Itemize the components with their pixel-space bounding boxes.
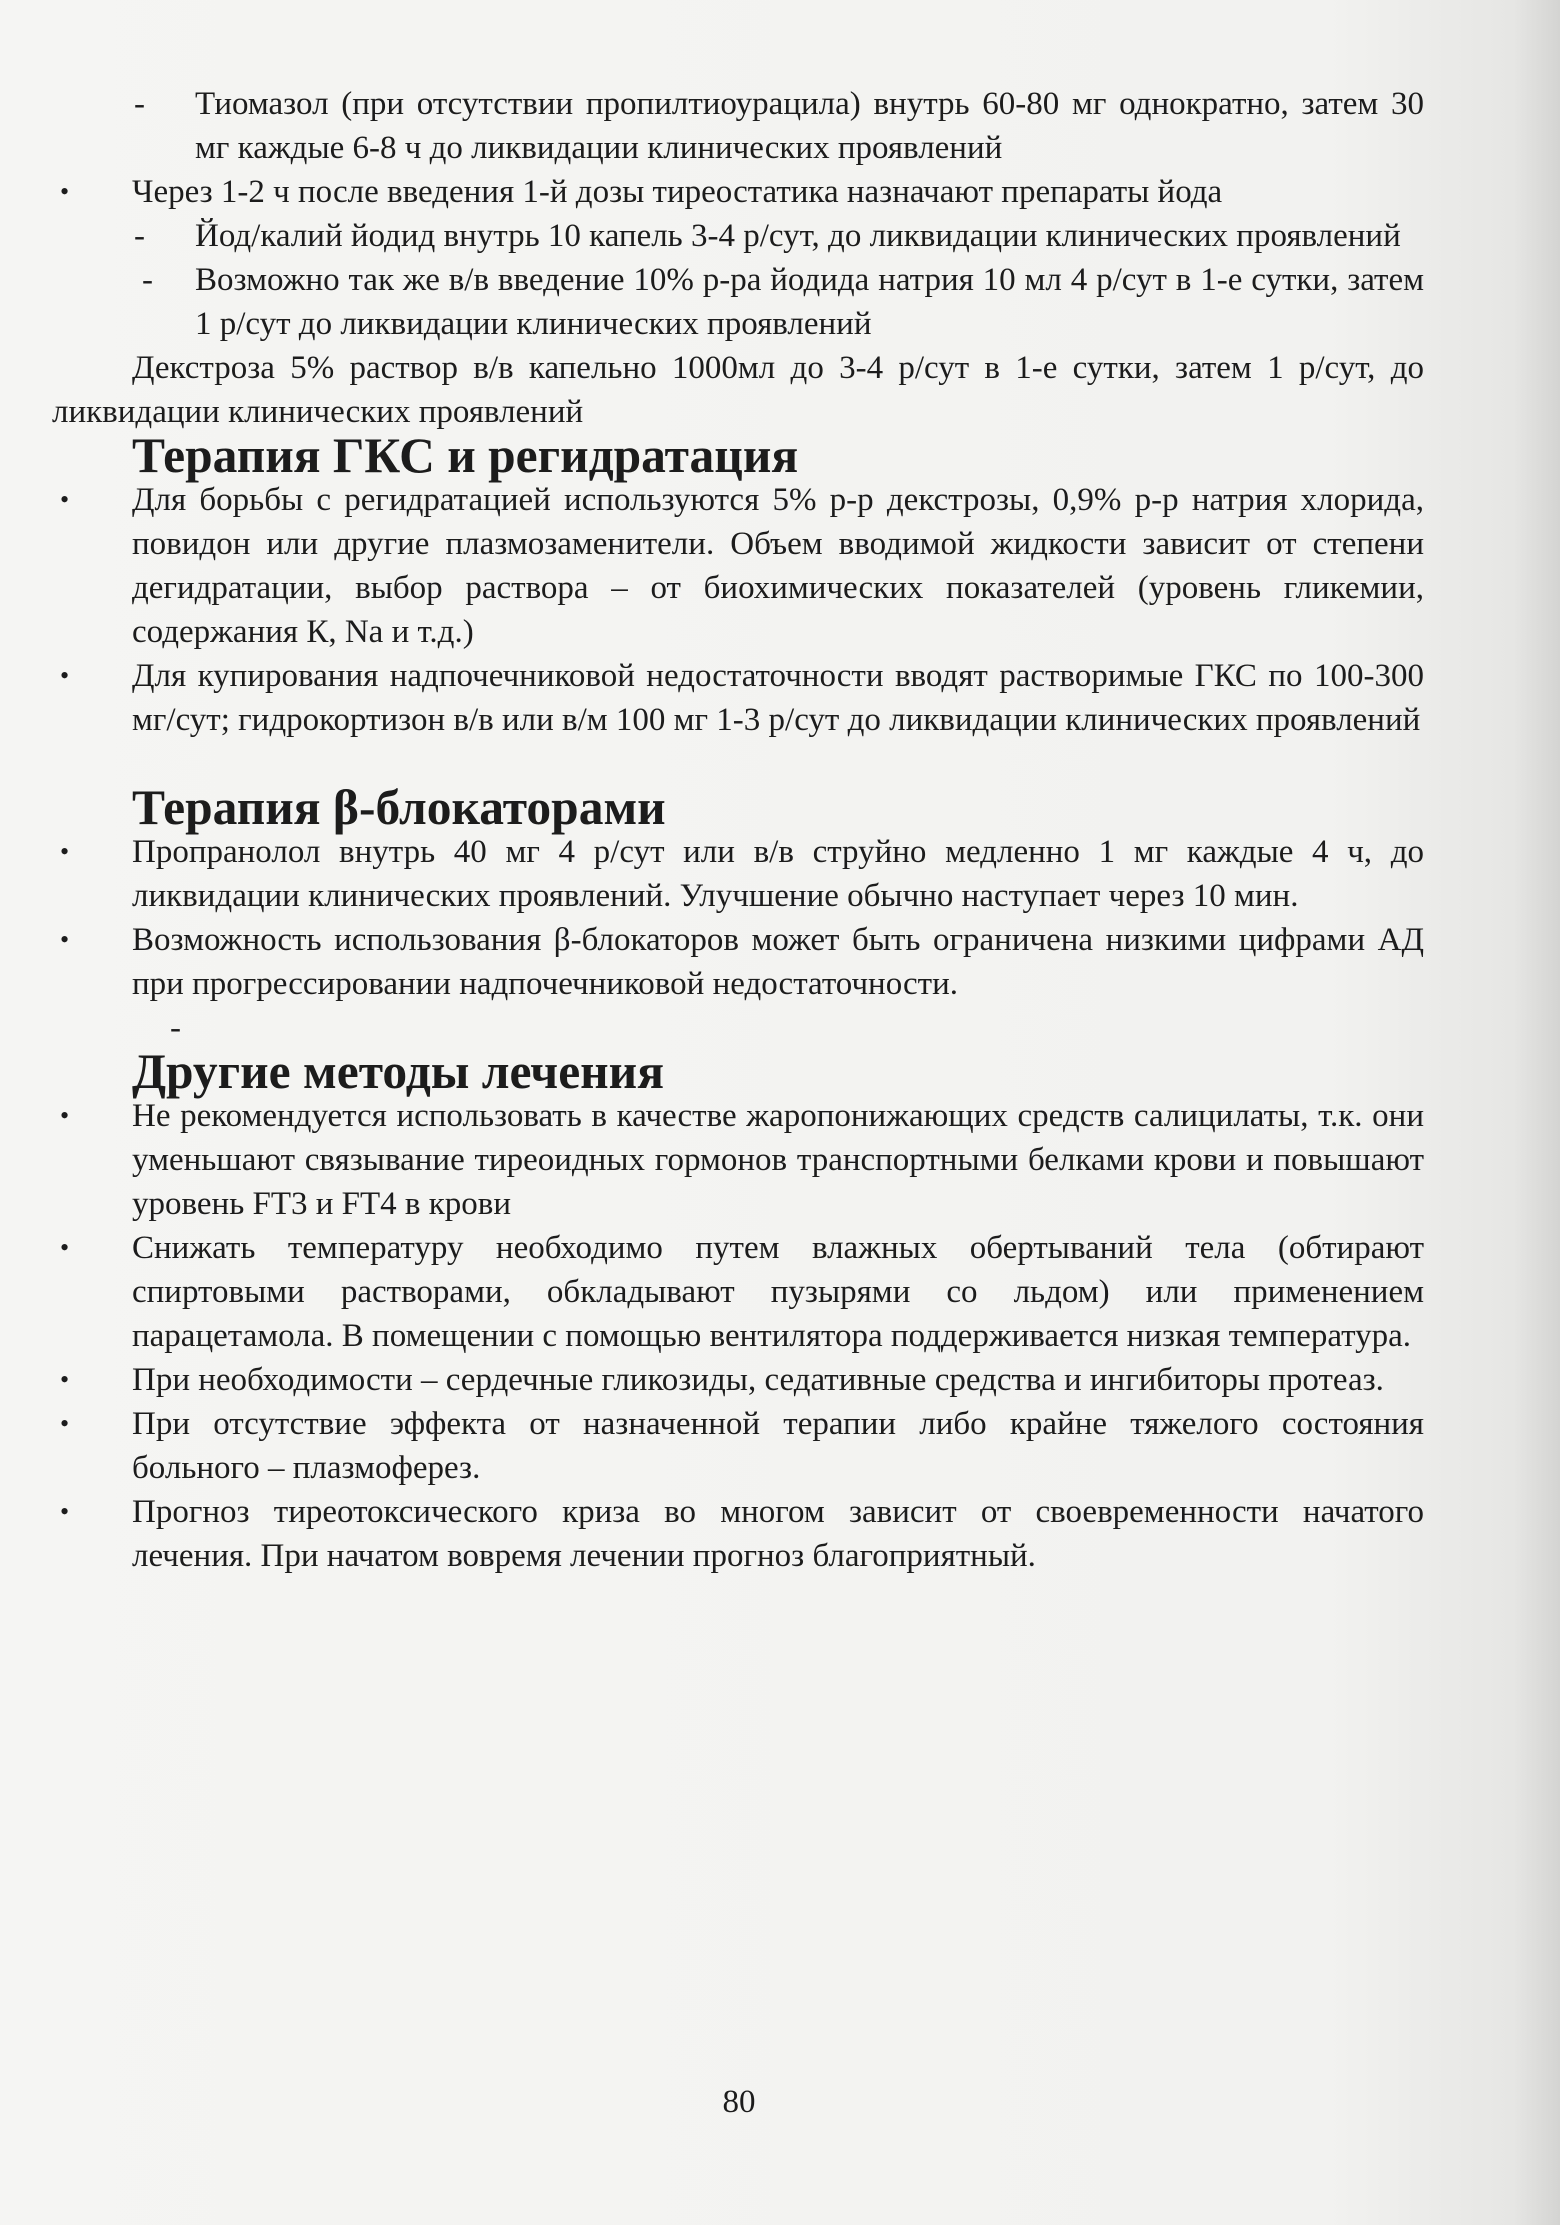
bullet-marker: •: [60, 1365, 70, 1394]
bullet-item: [52, 654, 1424, 742]
bullet-marker: •: [60, 1233, 70, 1262]
bullet-marker: •: [60, 837, 70, 866]
bullet-text: Для купирования надпочечниковой недостаточности вводят растворимые ГКС по 100-300 мг/сут; гидрокортизон в/в или в/м 100 мг 1-3 р/сут до ликвидации клинических проявлений: [132, 658, 1424, 738]
dash-marker: -: [134, 218, 145, 254]
bullet-item: [52, 830, 1424, 918]
dash-text: Йод/калий йодид внутрь 10 капель 3-4 р/сут, до ликвидации клинических проявлений: [195, 218, 1401, 254]
bullet-text: Прогноз тиреотоксического криза во многом зависит от своевременности начатого лечения. При начатом вовремя лечении прогноз благоприятный.: [132, 1494, 1424, 1574]
bullet-marker: •: [60, 925, 70, 954]
paragraph: Декстроза 5% раствор в/в капельно 1000мл до 3-4 р/сут в 1-е сутки, затем 1 р/сут, до ликвидации клинических проявлений: [52, 350, 1424, 430]
bullet-item: [52, 918, 1424, 1006]
bullet-text: Возможность использования β-блокаторов может быть ограничена низкими цифрами АД при прогрессировании надпочечниковой недостаточности.: [132, 922, 1424, 1002]
stray-dash-mark: -: [170, 1010, 181, 1046]
bullet-item: [52, 170, 1424, 214]
bullet-marker: •: [60, 1409, 70, 1438]
bullet-item: [52, 1402, 1424, 1490]
stray-dash: [52, 1006, 1424, 1050]
bullet-marker: •: [60, 1101, 70, 1130]
bullet-marker: •: [60, 485, 70, 514]
bullet-marker: •: [60, 1497, 70, 1526]
section-heading: Терапия ГКС и регидратация: [132, 428, 799, 483]
bullet-marker: •: [60, 661, 70, 690]
bullet-text: При отсутствие эффекта от назначенной терапии либо крайне тяжелого состояния больного – плазмоферез.: [132, 1406, 1424, 1486]
dash-text: Тиомазол (при отсутствии пропилтиоурацила) внутрь 60-80 мг однократно, затем 30 мг каждые 6-8 ч до ликвидации клинических проявлений: [195, 86, 1424, 166]
bullet-item: [52, 1226, 1424, 1358]
dash-item: [52, 258, 1424, 346]
bullet-item: [52, 1094, 1424, 1226]
bullet-text: Не рекомендуется использовать в качестве жаропонижающих средств салицилаты, т.к. они уменьшают связывание тиреоидных гормонов транспортными белками крови и повышают уровень FT3 и FT4 в крови: [132, 1098, 1424, 1222]
section-heading: Другие методы лечения: [132, 1044, 664, 1099]
bullet-text: Для борьбы с регидратацией используются 5% р-р декстрозы, 0,9% р-р натрия хлорида, повидон или другие плазмозаменители. Объем вводимой жидкости зависит от степени дегидратации, выбор раствора – от биохимических показателей (уровень гликемии, содержания К, Na и т.д.): [132, 482, 1424, 650]
dash-text: Возможно так же в/в введение 10% р-ра йодида натрия 10 мл 4 р/сут в 1-е сутки, затем 1 р/сут до ликвидации клинических проявлений: [195, 262, 1424, 342]
dash-marker: -: [142, 262, 153, 298]
section-heading: Терапия β-блокаторами: [132, 780, 666, 835]
bullet-item: [52, 478, 1424, 654]
bullet-item: [52, 1358, 1424, 1402]
dash-item: [52, 82, 1424, 170]
bullet-text: Пропранолол внутрь 40 мг 4 р/сут или в/в струйно медленно 1 мг каждые 4 ч, до ликвидации клинических проявлений. Улучшение обычно наступает через 10 мин.: [132, 834, 1424, 914]
page-number: 80: [722, 2084, 756, 2120]
dash-item: [52, 214, 1424, 258]
dash-marker: -: [134, 86, 145, 122]
bullet-text: Через 1-2 ч после введения 1-й дозы тиреостатика назначают препараты йода: [132, 174, 1223, 210]
document-body: [52, 82, 1424, 1578]
bullet-item: [52, 1490, 1424, 1578]
bullet-marker: •: [60, 177, 70, 206]
bullet-text: При необходимости – сердечные гликозиды, седативные средства и ингибиторы протеаз.: [132, 1362, 1384, 1398]
bullet-text: Снижать температуру необходимо путем влажных обертываний тела (обтирают спиртовыми растворами, обкладывают пузырями со льдом) или применением парацетамола. В помещении с помощью вентилятора поддерживается низкая температура.: [132, 1230, 1424, 1354]
